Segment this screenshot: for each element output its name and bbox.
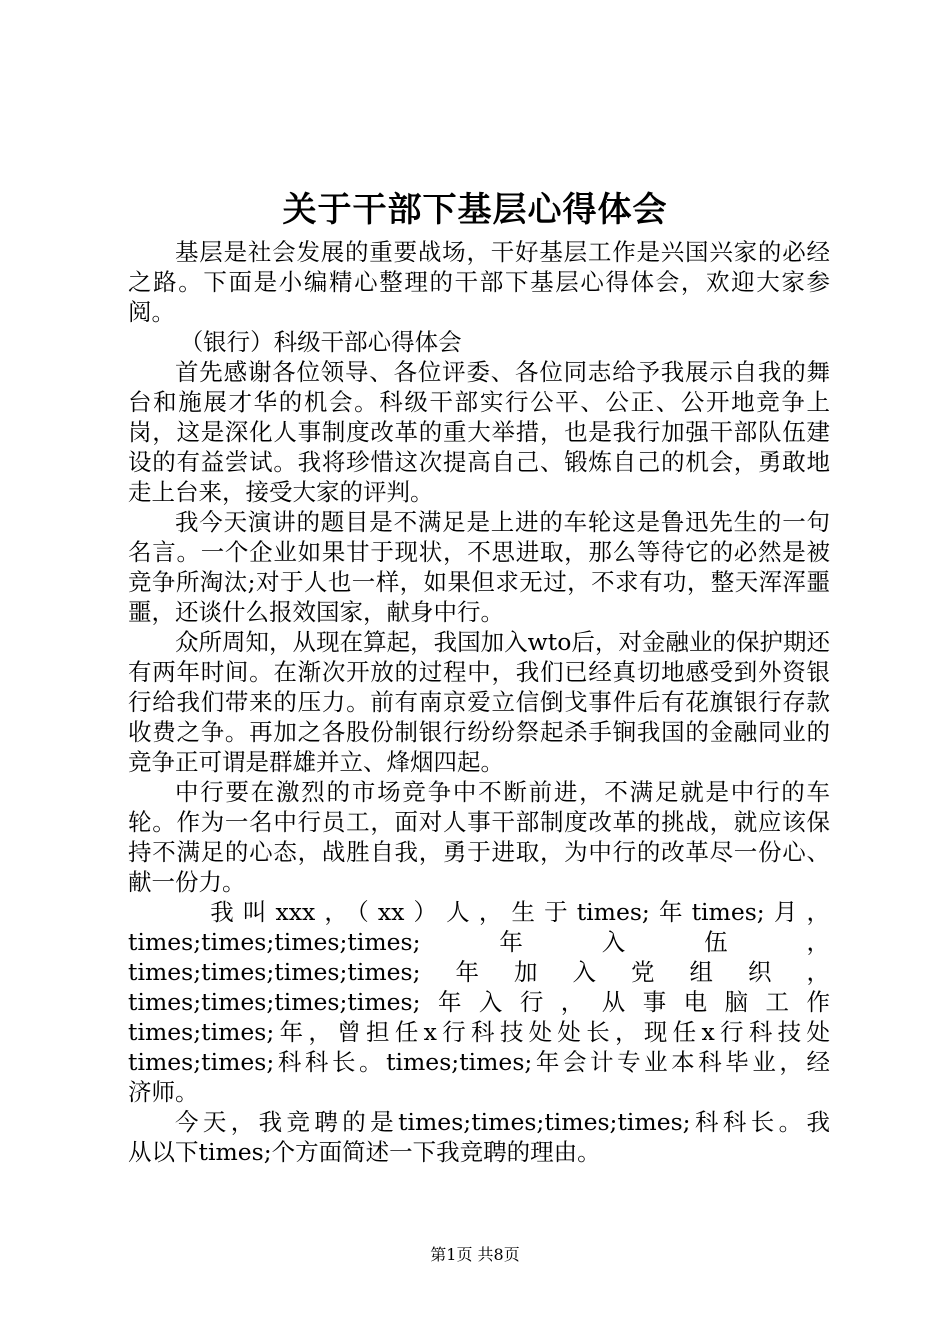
body-paragraph-speech-topic: 我今天演讲的题目是不满足是上进的车轮这是鲁迅先生的一句名言。一个企业如果甘于现状，不思进取，那么等待它的必然是被竞争所淘汰;对于人也一样，如果但求无过，不求有功，整天浑浑噩噩，还谈什么报效国家，献身中行。 (128, 508, 830, 626)
bio-line: times;times;年，曾担任x行科技处处长，现任x行科技处 (128, 1018, 830, 1046)
section-heading: （银行）科级干部心得体会 (179, 328, 462, 356)
bio-line: times;times;科科长。times;times;年会计专业本科毕业，经 (128, 1048, 830, 1076)
bio-line: times;times;times;times;年入伍， (128, 928, 830, 956)
closing-line: 从以下times;个方面简述一下我竞聘的理由。 (128, 1138, 601, 1166)
bio-line: times;times;times;times;年入行，从事电脑工作 (128, 988, 830, 1016)
closing-paragraph (128, 1107, 830, 1167)
page-footer: 第1页 共8页 (430, 1245, 520, 1264)
bio-line: 济师。 (128, 1078, 199, 1106)
bio-line: times;times;times;times;年加入党组织， (128, 958, 830, 986)
closing-line: 今天，我竞聘的是times;times;times;times;科科长。我 (175, 1108, 830, 1136)
body-paragraph-thanks: 首先感谢各位领导、各位评委、各位同志给予我展示自我的舞台和施展才华的机会。科级干部实行公平、公正、公开地竞争上岗，这是深化人事制度改革的重大举措，也是我行加强干部队伍建设的有益尝试。我将珍惜这次提高自己、锻炼自己的机会，勇敢地走上台来，接受大家的评判。 (128, 358, 830, 506)
body-paragraph-competition: 众所周知，从现在算起，我国加入wto后，对金融业的保护期还有两年时间。在渐次开放的过程中，我们已经真切地感受到外资银行给我们带来的压力。前有南京爱立信倒戈事件后有花旗银行存款收费之争。再加之各股份制银行纷纷祭起杀手锏我国的金融同业的竞争正可谓是群雄并立、烽烟四起。 (128, 628, 830, 776)
document-title: 关于干部下基层心得体会 (282, 190, 668, 230)
bio-paragraph (128, 897, 830, 1107)
bio-line: 我叫xxx，（xx）人，生于times;年times;月， (210, 898, 830, 926)
intro-paragraph: 基层是社会发展的重要战场，干好基层工作是兴国兴家的必经之路。下面是小编精心整理的干部下基层心得体会，欢迎大家参阅。 (128, 238, 830, 326)
document-body (128, 237, 830, 1167)
body-paragraph-progress: 中行要在激烈的市场竞争中不断前进，不满足就是中行的车轮。作为一名中行员工，面对人事干部制度改革的挑战，就应该保持不满足的心态，战胜自我，勇于进取，为中行的改革尽一份心、献一份力。 (128, 778, 830, 896)
